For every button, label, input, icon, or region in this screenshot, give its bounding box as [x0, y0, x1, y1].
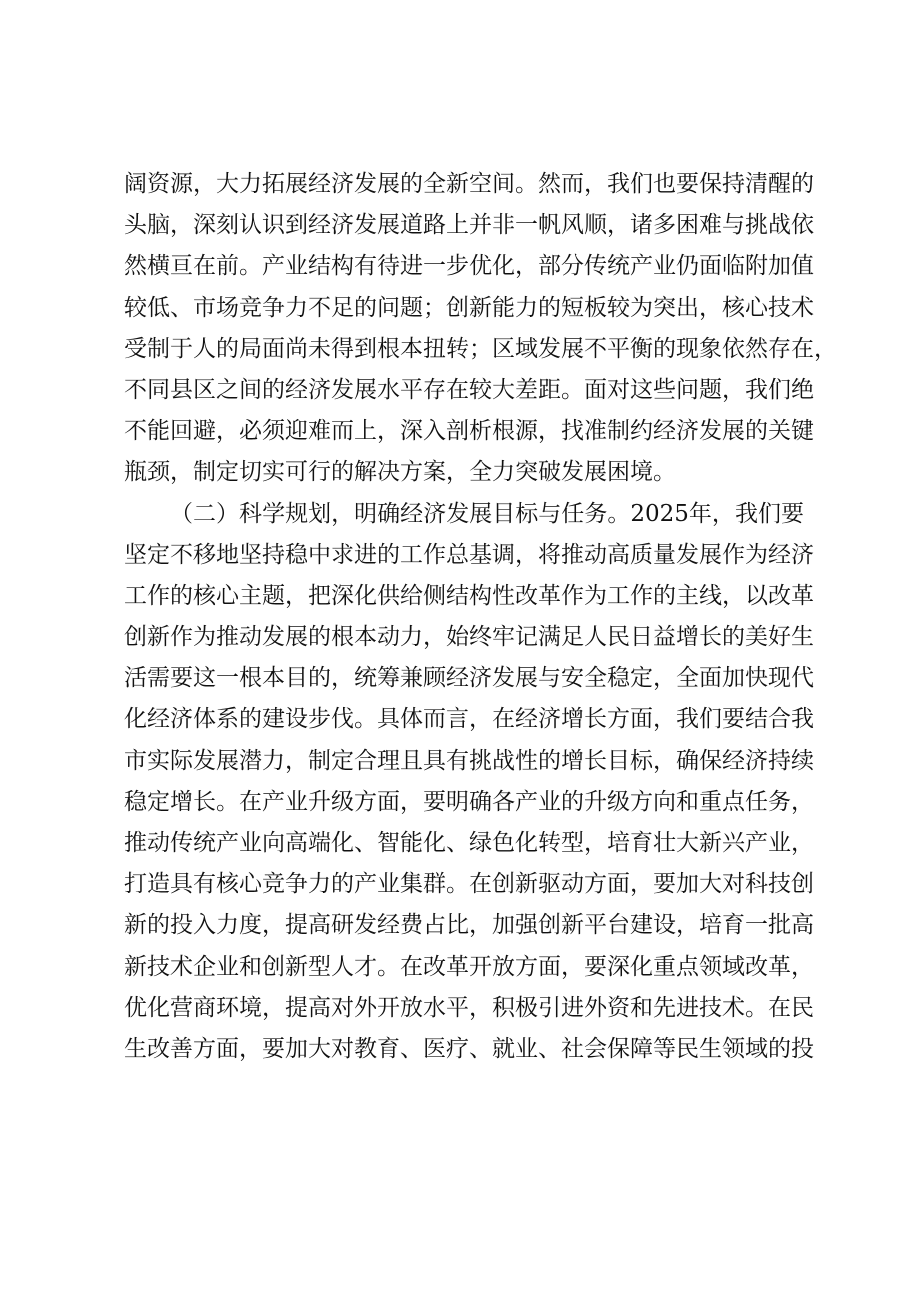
text-line: 然横亘在前。产业结构有待进一步优化，部分传统产业仍面临附加值 — [124, 253, 814, 280]
text-line: 市实际发展潜力，制定合理且具有挑战性的增长目标，确保经济持续 — [124, 747, 814, 774]
text-line: 阔资源，大力拓展经济发展的全新空间。然而，我们也要保持清醒的 — [124, 171, 814, 197]
body-text — [124, 164, 837, 1070]
text-line: 新的投入力度，提高研发经费占比，加强创新平台建设，培育一批高 — [124, 912, 814, 939]
text-line: 优化营商环境，提高对外开放水平，积极引进外资和先进技术。在民 — [124, 994, 814, 1021]
text-line: 工作的核心主题，把深化供给侧结构性改革作为工作的主线，以改革 — [124, 582, 814, 609]
text-line: 化经济体系的建设步伐。具体而言，在经济增长方面，我们要结合我 — [124, 706, 814, 733]
section-heading-line: （二）科学规划，明确经济发展目标与任务。2025年，我们要 — [170, 500, 804, 527]
text-line: 活需要这一根本目的，统筹兼顾经济发展与安全稳定，全面加快现代 — [124, 665, 814, 692]
text-line: 不同县区之间的经济发展水平存在较大差距。面对这些问题，我们绝 — [124, 376, 814, 403]
text-line: 瓶颈，制定切实可行的解决方案，全力突破发展困境。 — [124, 459, 676, 486]
text-line: 不能回避，必须迎难而上，深入剖析根源，找准制约经济发展的关键 — [124, 418, 814, 445]
text-line: 受制于人的局面尚未得到根本扭转；区域发展不平衡的现象依然存在， — [124, 335, 837, 362]
text-line: 创新作为推动发展的根本动力，始终牢记满足人民日益增长的美好生 — [124, 624, 814, 651]
text-line: 较低、市场竞争力不足的问题；创新能力的短板较为突出，核心技术 — [124, 294, 814, 321]
text-line: 推动传统产业向高端化、智能化、绿色化转型，培育壮大新兴产业， — [124, 830, 814, 856]
text-line: 生改善方面，要加大对教育、医疗、就业、社会保障等民生领域的投 — [124, 1035, 814, 1062]
text-line: 头脑，深刻认识到经济发展道路上并非一帆风顺，诸多困难与挑战依 — [124, 212, 814, 239]
text-line: 打造具有核心竞争力的产业集群。在创新驱动方面，要加大对科技创 — [124, 871, 814, 898]
text-line: 坚定不移地坚持稳中求进的工作总基调，将推动高质量发展作为经济 — [124, 541, 814, 568]
text-line: 稳定增长。在产业升级方面，要明确各产业的升级方向和重点任务， — [124, 788, 814, 815]
text-line: 新技术企业和创新型人才。在改革开放方面，要深化重点领域改革， — [124, 953, 814, 980]
